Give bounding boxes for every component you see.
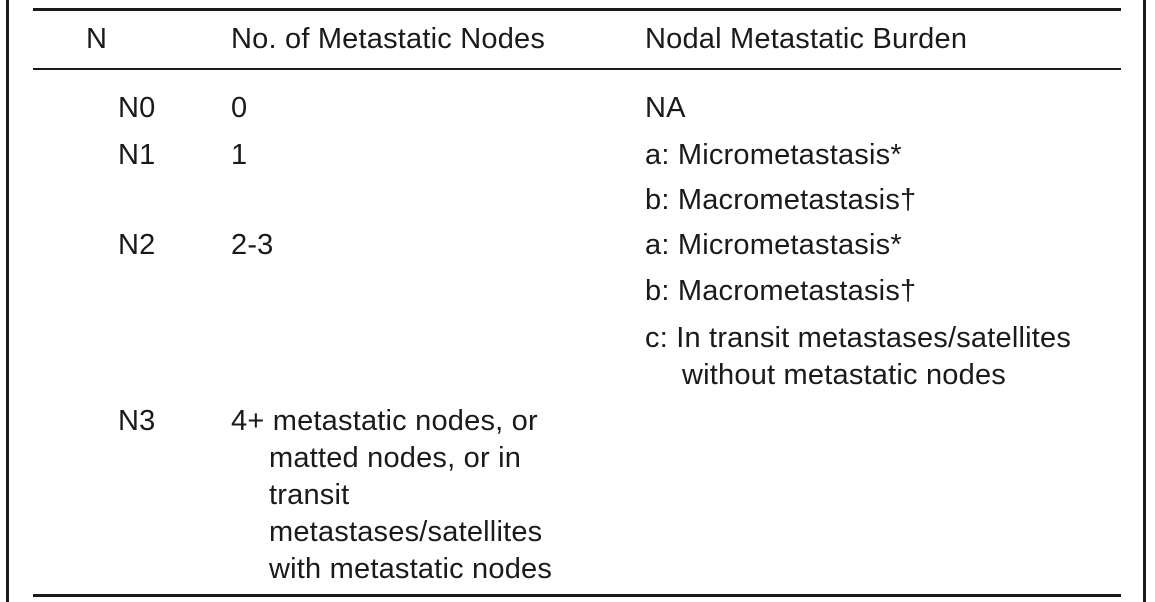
stage-n2: N2 bbox=[118, 229, 156, 261]
table-bottom-rule bbox=[33, 594, 1121, 597]
burden-n1-a: a: Micrometastasis* bbox=[645, 139, 902, 171]
burden-n2-c bbox=[645, 320, 1071, 394]
nodes-n3-line-1: 4+ metastatic nodes, or bbox=[231, 405, 538, 437]
nodes-n3-line-4: metastases/satellites bbox=[269, 516, 543, 548]
table-left-border bbox=[6, 0, 9, 602]
nodes-n1: 1 bbox=[231, 139, 248, 171]
nodes-n3-line-2: matted nodes, or in bbox=[269, 442, 522, 474]
nodes-n3-line-3: transit bbox=[269, 479, 350, 511]
nodes-n2: 2-3 bbox=[231, 229, 274, 261]
nodes-n3 bbox=[231, 403, 552, 588]
nodes-n0: 0 bbox=[231, 92, 248, 124]
header-burden: Nodal Metastatic Burden bbox=[645, 23, 968, 55]
stage-n3: N3 bbox=[118, 405, 156, 437]
stage-n0: N0 bbox=[118, 92, 156, 124]
header-n: N bbox=[86, 23, 108, 55]
table-right-border bbox=[1143, 0, 1146, 602]
header-rule bbox=[33, 68, 1121, 70]
table-top-rule bbox=[33, 8, 1121, 11]
burden-n2-c-line-2: without metastatic nodes bbox=[682, 359, 1006, 391]
burden-n0: NA bbox=[645, 92, 686, 124]
stage-n1: N1 bbox=[118, 139, 156, 171]
burden-n2-c-line-1: c: In transit metastases/satellites bbox=[645, 322, 1072, 354]
burden-n1-b: b: Macrometastasis† bbox=[645, 184, 917, 216]
header-nodes: No. of Metastatic Nodes bbox=[231, 23, 546, 55]
burden-n2-a: a: Micrometastasis* bbox=[645, 229, 902, 261]
burden-n2-b: b: Macrometastasis† bbox=[645, 275, 917, 307]
nodes-n3-line-5: with metastatic nodes bbox=[269, 553, 553, 585]
